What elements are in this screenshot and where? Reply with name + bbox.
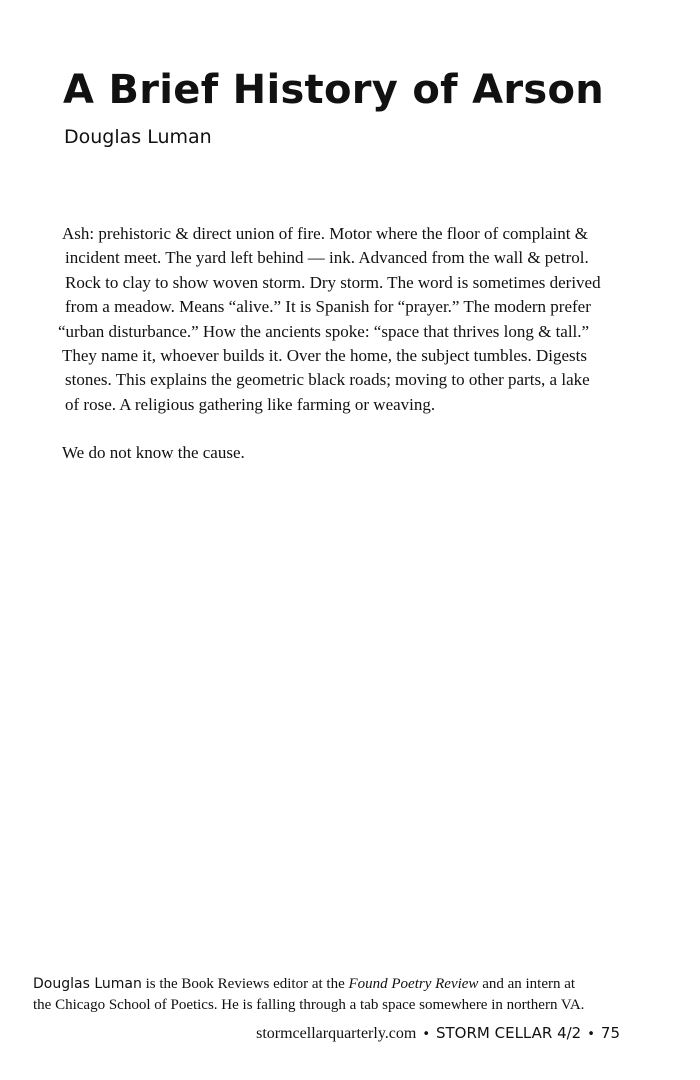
footer-page-number: 75 bbox=[600, 1024, 620, 1042]
bio-line-2: the Chicago School of Poetics. He is falling through a tab space somewhere in northern VA. bbox=[33, 997, 585, 1013]
poem-line-6: They name it, whoever builds it. Over the home, the subject tumbles. Digests bbox=[62, 346, 587, 366]
poem-line-5: “urban disturbance.” How the ancients spoke: “space that thrives long & tall.” bbox=[58, 321, 590, 341]
poem-line-1: Ash: prehistoric & direct union of fire. Motor where the floor of complaint & bbox=[62, 224, 588, 243]
poem-line-2: incident meet. The yard left behind — ink. Advanced from the wall & petrol. bbox=[65, 248, 589, 268]
poem-line-8: of rose. A religious gathering like farming or weaving. bbox=[65, 394, 436, 414]
poem-closing-line: We do not know the cause. bbox=[62, 443, 245, 463]
footer-issue: STORM CELLAR 4/2 bbox=[436, 1024, 582, 1042]
bio-author-name: Douglas Luman bbox=[33, 976, 142, 992]
bio-line-1 bbox=[33, 974, 673, 995]
contributor-bio bbox=[33, 974, 673, 1016]
author-name: Douglas Luman bbox=[64, 126, 212, 148]
poem-body bbox=[58, 222, 632, 466]
footer-separator-1: • bbox=[422, 1027, 430, 1042]
bio-journal-title: Found Poetry Review bbox=[348, 976, 479, 992]
footer-website: stormcellarquarterly.com bbox=[256, 1025, 417, 1042]
poem-line-4: from a meadow. Means “alive.” It is Spanish for “prayer.” The modern prefer bbox=[65, 297, 591, 317]
poem-line-7: stones. This explains the geometric black roads; moving to other parts, a lake bbox=[65, 370, 590, 390]
bio-text-a: is the Book Reviews editor at the bbox=[141, 976, 349, 992]
page-footer bbox=[256, 1022, 620, 1046]
poem-line-3: Rock to clay to show woven storm. Dry storm. The word is sometimes derived bbox=[65, 272, 601, 292]
bio-text-b: and an intern at bbox=[478, 976, 576, 992]
poem-title: A Brief History of Arson bbox=[63, 67, 605, 113]
footer-separator-2: • bbox=[587, 1027, 595, 1042]
